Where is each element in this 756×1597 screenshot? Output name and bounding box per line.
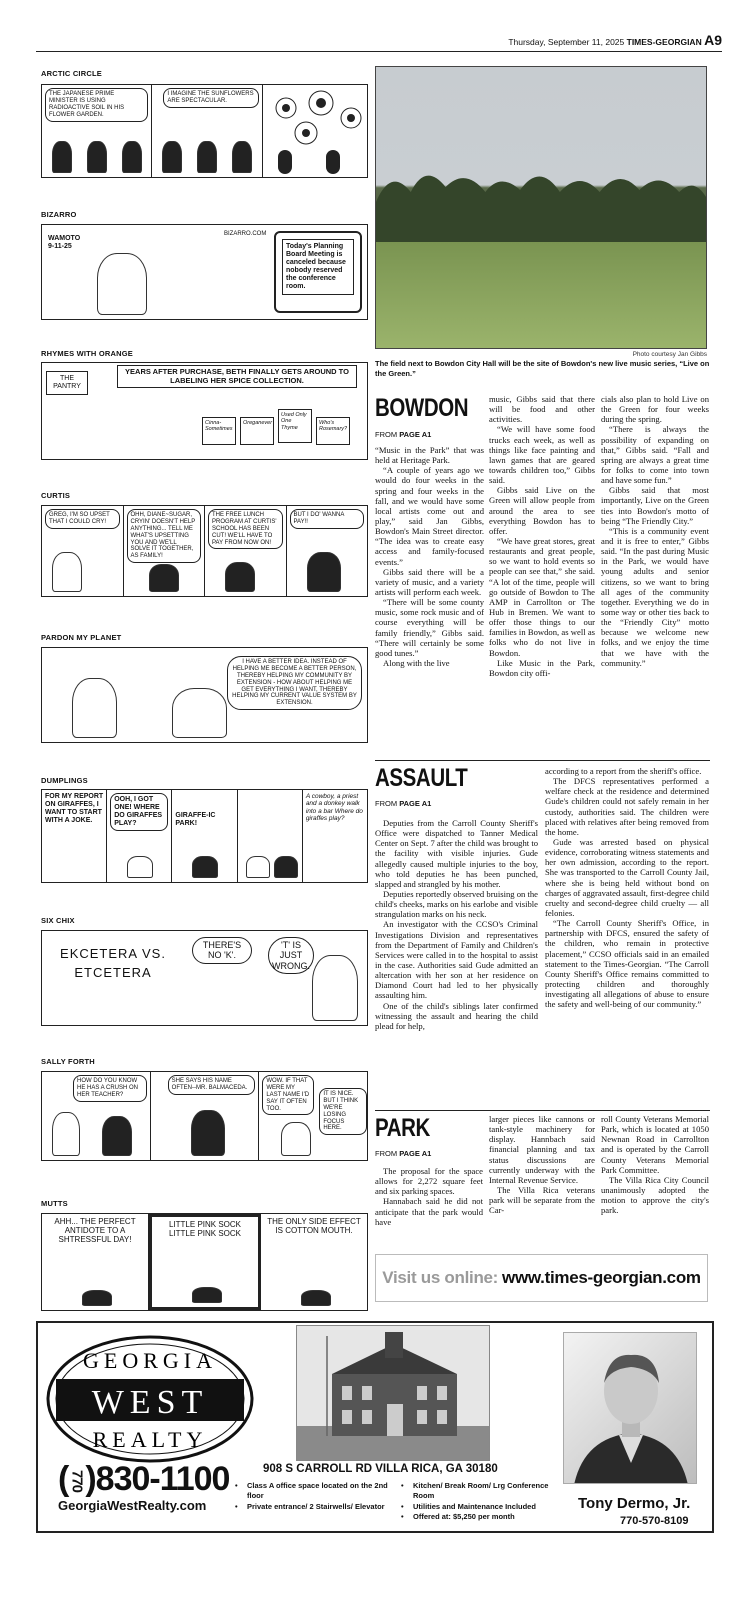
paper-name: TIMES-GEORGIAN: [626, 37, 702, 47]
penguin-icon: [122, 141, 142, 173]
comic-title: DUMPLINGS: [41, 776, 88, 785]
paragraph: “Music in the Park” that was held at Heritage Park.: [375, 445, 484, 466]
agent-phone: 770-570-8109: [620, 1515, 689, 1527]
comic-strip-arctic-circle: [41, 84, 368, 178]
photo-credit: Photo courtesy Jan Gibbs: [632, 351, 707, 358]
features-list: [235, 1481, 395, 1512]
comic-strip-rhymes-with-orange: [41, 362, 368, 460]
georgia-west-realty-logo: [42, 1331, 258, 1471]
story-headline: PARK: [375, 1114, 430, 1142]
paragraph: One of the child's siblings later confirmed witnessing the assault and hearing the child plead for help,: [375, 1000, 538, 1031]
comic-panel: [261, 1214, 367, 1310]
page-number: A9: [704, 32, 722, 48]
paragraph: Deputies from the Carroll County Sheriff's Office were dispatched to Tanner Medical Center on Sept. 7 after the child was brought to the facility with visible injuries. Gude allegedly caused multiple injuries to the boy, who told deputies he has been punched, slapped and strangled by his mother.: [375, 818, 538, 889]
comic-panel: [42, 1214, 149, 1310]
story-column: [545, 766, 709, 1106]
speech-bubble: OOH, I GOT ONE! WHERE DO GIRAFFES PLAY?: [110, 793, 168, 831]
paragraph: Gibbs said there will be a variety of music, and a variety artists will perform each week.: [375, 566, 484, 597]
comic-panel: [287, 506, 368, 596]
comic-strip-sally-forth: [41, 1071, 368, 1161]
paragraph: “There will be some county music, some rock music and of course everything will be family friendly,” Gibbs said. “There will certainly be some good tunes.”: [375, 597, 484, 658]
agent-portrait: [563, 1332, 697, 1484]
paragraph: “A couple of years ago we would do four weeks in the spring and four weeks in the fall, and we would have some local artists come out and play,” said Jan Gibbs, Bowdon's Main Street director. “The idea was to create easy access and family-focused events.”: [375, 465, 484, 567]
agent-photo-icon: [564, 1333, 697, 1484]
feature-item: • Utilities and Maintenance Included: [401, 1502, 561, 1512]
realty-website[interactable]: GeorgiaWestRealty.com: [58, 1498, 207, 1513]
promo-label: Visit us online:: [382, 1268, 499, 1287]
lawn: [376, 242, 706, 349]
spice-jar: Cinna-Sometimes: [202, 417, 236, 445]
comic-panel: [263, 85, 367, 177]
comic-panel: [149, 1214, 261, 1310]
story-column: [489, 394, 595, 757]
comic-title: ARCTIC CIRCLE: [41, 69, 102, 78]
caption-box: YEARS AFTER PURCHASE, BETH FINALLY GETS AROUND TO LABELING HER SPICE COLLECTION.: [117, 365, 357, 388]
agent-name: Tony Dermo, Jr.: [578, 1495, 691, 1512]
sunflower-icon: [266, 88, 366, 177]
dog-figure: [192, 1287, 222, 1303]
comic-strip-bizarro: [41, 224, 368, 320]
comic-title: SALLY FORTH: [41, 1057, 95, 1066]
paragraph: cials also plan to hold Live on the Green for four weeks during the spring.: [601, 394, 709, 425]
paragraph: music, Gibbs said that there will be food and other activities.: [489, 394, 595, 425]
comic-strip-six-chix: [41, 930, 368, 1026]
speech-text: FOR MY REPORT ON GIRAFFES, I WANT TO START WITH A JOKE.: [45, 793, 104, 825]
bowdon-field-photo: [375, 66, 707, 349]
comic-title: PARDON MY PLANET: [41, 633, 122, 642]
story-column: [375, 1166, 483, 1248]
speech-bubble: WOW. IF THAT WERE MY LAST NAME I'D SAY IT OFTEN TOO.: [262, 1075, 314, 1115]
speech-bubble: BUT I DO' WANNA PAY!!: [290, 509, 365, 529]
chalkboard-text: EKCETERA VS. ETCETERA: [60, 946, 166, 980]
paragraph: Gibbs said Live on the Green will allow people from around the area to see everything Bowdon has to offer.: [489, 485, 595, 536]
story-headline: BOWDON: [375, 394, 469, 422]
paragraph: The DFCS representatives performed a welfare check at the residence and determined Gude's children could not safely remain in her custody, authorities said. The children were placed with relatives after being removed from the home.: [545, 776, 709, 837]
issue-date: Thursday, September 11, 2025: [508, 37, 625, 47]
person-figure: [307, 552, 341, 592]
comic-panel: [303, 790, 367, 882]
dog-figure: [82, 1290, 112, 1306]
person-figure: [172, 688, 227, 738]
jump-from: FROM: [375, 799, 398, 808]
comic-panel: [124, 506, 206, 596]
speech-text: A cowboy, a priest and a donkey walk into a bar Where do giraffes play?: [305, 793, 363, 823]
feature-item: • Kitchen/ Break Room/ Lrg Conference Room: [401, 1481, 561, 1501]
comic-panel: [42, 225, 367, 319]
penguin-icon: [232, 141, 252, 173]
spice-jar: Oreganever: [240, 417, 274, 445]
paragraph: The proposal for the space allows for 2,272 square feet and six parking spaces.: [375, 1166, 483, 1197]
person-figure: [312, 955, 358, 1021]
speech-bubble: THE FREE LUNCH PROGRAM AT CURTIS' SCHOOL HAS BEEN CUT! WE'LL HAVE TO PAY FROM NOW ON!: [208, 509, 283, 549]
person-figure: [102, 1116, 132, 1156]
paragraph: Along with the live: [383, 657, 450, 668]
speech-bubble: HOW DO YOU KNOW HE HAS A CRUSH ON HER TEACHER?: [73, 1075, 147, 1102]
comic-panel: [107, 790, 172, 882]
paragraph: larger pieces like cannons or tank-style machinery for display. Hannbach said financial planning and tax status discussions are currently underway with the Internal Revenue Service.: [489, 1114, 595, 1185]
comic-strip-dumplings: [41, 789, 368, 883]
speech-bubble: IT IS NICE. BUT I THINK WE'RE LOSING FOCUS HERE.: [319, 1088, 367, 1135]
person-figure: [191, 1110, 225, 1156]
paragraph: “The Carroll County Sheriff's Office, in partnership with DFCS, ensured the safety of the children, who remain in protective placement,” CCSO officials said in an emailed statement to the Times-Georgian. “The Carroll County Sheriff's Office remains committed to protecting children and thoroughly investigating all allegations of abuse to ensure the safety and well-being of our community.”: [545, 918, 709, 1010]
speech-bubble: THE JAPANESE PRIME MINISTER IS USING RADIOACTIVE SOIL IN HIS FLOWER GARDEN.: [45, 88, 148, 122]
dog-figure: [301, 1290, 331, 1306]
spice-jar: Who's Rosemary?: [316, 417, 350, 445]
logo-text-top: GEORGIA: [83, 1348, 217, 1373]
jump-page: PAGE A1: [399, 1149, 432, 1158]
jump-page: PAGE A1: [399, 799, 432, 808]
feature-item: • Private entrance/ 2 Stairwells/ Elevator: [235, 1502, 395, 1512]
spice-jar: Used Only One Thyme: [278, 409, 312, 443]
area-code: 770: [68, 1470, 86, 1493]
paragraph: Gibbs said that most importantly, Live on the Green ties into Bowdon's motto of being “The Friendly City.”: [601, 485, 709, 526]
paragraph: Like Music in the Park, Bowdon city offi-: [489, 657, 595, 678]
paragraph: Gude was arrested based on physical evidence, corroborating witness statements and her own admission, according to the report. She was transported to the Carroll County Jail, where she is being held without bond on charges of aggravated assault, first-degree child cruelty and second-degree child cruelty — all felonies.: [545, 836, 709, 918]
story-column: [601, 1114, 709, 1248]
speech-text: GIRAFFE-IC PARK!: [175, 812, 216, 828]
penguin-icon: [197, 141, 217, 173]
website-promo: [375, 1254, 708, 1302]
logo-text-mid: WEST: [91, 1384, 209, 1421]
comic-strip-pardon-my-planet: [41, 647, 368, 743]
logo-text-bottom: REALTY: [92, 1427, 208, 1452]
speech-bubble: SHE SAYS HIS NAME OFTEN--MR. BALMACEDA.: [168, 1075, 256, 1095]
comic-strip-curtis: [41, 505, 368, 597]
dumpling-figure: [274, 856, 298, 878]
paragraph: according to a report from the sheriff's office.: [545, 766, 702, 776]
page-header: [36, 32, 722, 52]
speech-bubble: I IMAGINE THE SUNFLOWERS ARE SPECTACULAR.: [163, 88, 258, 108]
jump-from: FROM: [375, 1149, 398, 1158]
dumpling-figure: [192, 856, 218, 878]
comic-credit: BIZARRO.COM: [224, 231, 267, 237]
comic-title: BIZARRO: [41, 210, 77, 219]
paragraph: An investigator with the CCSO's Criminal Investigations Division and representatives from the Department of Family and Children's Services were called in to the hospital to assist in the case. Authorities said Gude admitted an altercation with her son at her residence on Diamond Court had led to her physically assaulting him.: [375, 919, 538, 1001]
comic-panel: [238, 790, 303, 882]
story-column: [375, 445, 484, 757]
realty-phone: (770)830-1100: [58, 1460, 230, 1498]
spice-jars: [202, 412, 350, 445]
paragraph: “We will have some food trucks each week, as well as things like face painting and lawn games that are geared towards children too,” Gibbs said.: [489, 424, 595, 486]
comic-title: MUTTS: [41, 1199, 68, 1208]
comic-panel: [151, 1072, 260, 1160]
person-figure: [52, 1112, 80, 1156]
paragraph: “There is always the possibility of expanding on that,” Gibbs said. “Fall and spring are always a great time for folks to come into town and have some fun.”: [601, 424, 709, 486]
office-building-photo: [296, 1325, 490, 1461]
speech-bubble: THERE'S NO 'K'.: [192, 937, 252, 964]
comic-panel: [172, 790, 237, 882]
paragraph: “This is a community event and it is free to enter,” Gibbs said. “In the past during Music in the Park, we would have young adults and senior citizens, so we want to bring all ages of the community together. Everything we do in some way or other ties back to the “Friendly City” motto because we welcome new folks, and we enjoy the time that we have with the community.”: [601, 525, 709, 668]
speech-bubble: GREG, I'M SO UPSET THAT I COULD CRY!: [45, 509, 120, 529]
story-column: [375, 818, 538, 1106]
penguin-icon: [162, 141, 182, 173]
phone-number: 830-1100: [95, 1460, 230, 1498]
story-headline: ASSAULT: [375, 764, 468, 792]
comic-panel: [42, 648, 367, 742]
feature-item: • Class A office space located on the 2nd floor: [235, 1481, 395, 1501]
realty-advertisement: [36, 1321, 714, 1533]
person-figure: [281, 1122, 311, 1156]
jump-line: [375, 430, 431, 439]
speech-bubble: I HAVE A BETTER IDEA. INSTEAD OF HELPING ME BECOME A BETTER PERSON, THEREBY HELPING MY COMMUNITY BY EXTENSION - HOW ABOUT HELPING ME GET EVERYTHING I WANT, THEREBY HELPING MY CURRENT VALUE SYSTEM BY EXTENSION.: [227, 656, 362, 710]
comic-panel: [42, 363, 367, 459]
speech-bubble: 'T' IS JUST WRONG.: [268, 937, 314, 974]
person-figure: [97, 253, 147, 315]
jump-line: [375, 799, 431, 808]
comic-panel: [42, 506, 124, 596]
comic-panel: [152, 85, 262, 177]
jump-line: [375, 1149, 431, 1158]
phone-message: Today's Planning Board Meeting is canceled because nobody reserved the conference room.: [282, 239, 354, 295]
photo-caption: The field next to Bowdon City Hall will be the site of Bowdon's new live music series, “Live on the Green.”: [375, 359, 710, 378]
person-figure: [52, 552, 82, 592]
penguin-icon: [52, 141, 72, 173]
comic-panel: [205, 506, 287, 596]
wall-calendar: WAMOTO 9-11-25: [48, 235, 81, 251]
section-divider: [375, 1110, 710, 1111]
comic-strip-mutts: [41, 1213, 368, 1311]
features-list: [401, 1481, 561, 1523]
comic-title: CURTIS: [41, 491, 71, 500]
speech-text: THE ONLY SIDE EFFECT IS COTTON MOUTH.: [267, 1217, 361, 1236]
comic-title: SIX CHIX: [41, 916, 75, 925]
paragraph: “We have great stores, great restaurants and great people, so we want to hold events so people can see that,” she said. “A lot of the time, people will go outside of Bowdon to The AMP in Carrollton or The Hub in Bremen. We want to offer those things to our families in Bowdon, as well as folks who do not live in Bowdon.: [489, 535, 595, 658]
story-column: [489, 1114, 595, 1248]
comic-panel: [42, 790, 107, 882]
section-divider: [375, 760, 710, 761]
paragraph: Deputies reportedly observed bruising on the child's cheeks, marks on his earlobe and visible strangulation marks on his neck.: [375, 888, 538, 920]
phone-screen: [274, 231, 362, 313]
jump-from: FROM: [375, 430, 398, 439]
feature-item: • Offered at: $5,250 per month: [401, 1512, 561, 1522]
building-icon: [297, 1326, 490, 1461]
paragraph: The Villa Rica City Council unanimously adopted the motion to approve the city's park.: [601, 1174, 709, 1216]
person-figure: [225, 562, 255, 592]
dumpling-figure: [127, 856, 153, 878]
story-column: [601, 394, 709, 757]
dumpling-figure: [246, 856, 270, 878]
jump-page: PAGE A1: [399, 430, 432, 439]
tree-line-icon: [376, 162, 706, 247]
paragraph: The Villa Rica veterans park will be separate from the Car-: [489, 1184, 595, 1216]
pantry-sign: THE PANTRY: [46, 371, 88, 395]
speech-text: LITTLE PINK SOCK LITTLE PINK SOCK: [168, 1220, 242, 1239]
speech-text: AHH... THE PERFECT ANTIDOTE TO A SHTRESSFUL DAY!: [54, 1217, 136, 1245]
website-link[interactable]: www.times-georgian.com: [502, 1268, 701, 1287]
paragraph: roll County Veterans Memorial Park, which is located at 1050 Newnan Road in Carrollton and is operated by the Carroll County Veterans Memorial Park Committee.: [601, 1114, 709, 1175]
comic-panel: [42, 1072, 151, 1160]
comic-title: RHYMES WITH ORANGE: [41, 349, 133, 358]
comic-panel: [259, 1072, 367, 1160]
property-address: 908 S CARROLL RD VILLA RICA, GA 30180: [263, 1463, 498, 1475]
person-figure: [72, 678, 117, 738]
penguin-icon: [87, 141, 107, 173]
paragraph: Hannabach said he did not anticipate that the park would have: [375, 1196, 483, 1227]
person-figure: [149, 564, 179, 592]
comic-panel: [42, 931, 367, 1025]
comic-panel: [42, 85, 152, 177]
speech-bubble: OHH, DIANE~SUGAR, CRYIN' DOESN'T HELP ANYTHING... TELL ME WHAT'S UPSETTING YOU AND WE'LL SOLVE IT TOGETHER, AS FAMILY!: [127, 509, 202, 563]
